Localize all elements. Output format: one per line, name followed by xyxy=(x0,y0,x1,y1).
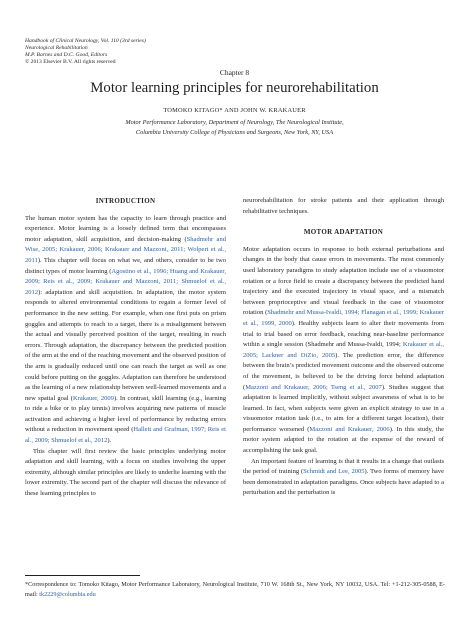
body-text: ). xyxy=(107,437,112,445)
body-text: neurorehabilitation for stroke patients and their application through rehabilitative techniques. xyxy=(243,197,444,215)
citation-link[interactable]: Shadmehr and Mussa-Ivaldi, 1994; Flanagan et al., 1999; Krakauer et al., 1999, 2000 xyxy=(243,309,444,327)
intro-paragraph-2-continued xyxy=(243,196,444,217)
header-line-series: Handbook of Clinical Neurology, Vol. 110 (3rd series) xyxy=(25,38,146,44)
correspondence-footnote xyxy=(25,580,445,600)
adaptation-paragraph-1 xyxy=(243,245,444,457)
citation-link[interactable]: Mazzoni and Krakauer, 2006 xyxy=(309,425,390,433)
body-text: ): adaptation and skill acquisition. In adaptation, the motor system responds to altered environmental conditions to regain a former level of performance in the new setting. For example, when one first puts on prism goggles and attempts to reach to a target, there is a misalignment between the actual and visually perceived position of the target, resulting in reach errors. Through adaptation, the discrepancy between the predicted position of the arm at the end of the reaching movement and the observed position of the arm is gradually reduced until one can reach the target as well as one could before putting on the goggles. Adaptation can therefore be understood as the learning of a new relationship between well-learned movements and a new spatial goal ( xyxy=(25,288,226,402)
body-text: ). Two forms of memory have been demonstrated in adaptation paradigms. Once subjects have adapted to a perturbation and the perturbation is xyxy=(243,468,444,497)
citation-link[interactable]: Schmidt and Lee, 2005 xyxy=(303,468,365,476)
citation-link[interactable]: Shadmehr and Wise, 2005; Krakauer, 2006; Krakauer and Mazzoni, 2011; Wolpert et al., 2011 xyxy=(25,235,227,264)
section-heading-introduction: INTRODUCTION xyxy=(95,197,156,205)
body-text: ). The prediction error, the difference between the brain’s predicted movement outcome and the observed outcome of the movement, is believed to be the driving force behind adaptation ( xyxy=(243,351,445,391)
citation-link[interactable]: Agostino et al., 1996; Huang and Krakauer, 2009; Reis et al., 2009; Krakauer and Mazzoni, 2011; Shmuelof et al., 2012 xyxy=(25,267,226,296)
right-column xyxy=(243,196,444,499)
footnote-email-link[interactable]: tk2229@columbia.edu xyxy=(39,591,96,598)
body-text: An important feature of learning is that it results in a change that outlasts the period of training ( xyxy=(243,457,444,476)
header-line-editors: M.P. Barnes and D.C. Good, Editors xyxy=(25,52,108,58)
footnote-text: *Correspondence to: Tomoko Kitago, Motor Performance Laboratory, Neurological Institute, 710 W. 168th St., New York, NY 10032, USA. Tel: +1-212-305-0588, E-mail: xyxy=(25,581,445,598)
header-line-copyright: © 2013 Elsevier B.V. All rights reserved xyxy=(25,59,116,65)
body-text: This chapter will first review the basic principles underlying motor adaptation and skill learning, with a focus on studies involving the upper extremity, although similar principles are likely to underlie learning with the lower extremity. The second part of the chapter will discuss the relevance of these learning principles to xyxy=(25,447,226,498)
body-text: ). Studies suggest that adaptation is learned implicitly, without subject awareness of what is to be learned. In fact, when subjects were given an explicit strategy to use in a visuomotor rotation task (i.e., to aim for a different target location), their performance worsened ( xyxy=(243,383,445,433)
citation-link[interactable]: Krakauer, 2009 xyxy=(72,394,114,402)
adaptation-paragraph-2 xyxy=(243,457,444,499)
body-text: ). In this study, the motor system adapted to the rotation at the expense of the reward of accomplishing the task goal. xyxy=(243,425,444,455)
affiliation-line-1: Motor Performance Laboratory, Department of Neurology, The Neurological Institute, xyxy=(125,119,344,126)
chapter-label: Chapter 8 xyxy=(219,68,250,77)
authors: TOMOKO KITAGO* AND JOHN W. KRAKAUER xyxy=(163,107,306,114)
chapter-title: Motor learning principles for neurorehabilitation xyxy=(90,80,379,96)
body-text: ). Healthy subjects learn to alter their movements from trial to trial based on error feedback, reaching near-baseline performance within a single session (Shadmehr and Mussa-Ivaldi, 1994; xyxy=(243,319,444,349)
affiliation xyxy=(0,118,469,138)
section-heading-motor-adaptation: MOTOR ADAPTATION xyxy=(303,228,384,237)
body-text: Motor adaptation occurs in response to both external perturbations and changes in the body that cause errors in movements. The most commonly used laboratory paradigms to study adaptation include use of a visuomotor rotation or a force field to create a discrepancy between the predicted hand trajectory and the executed trajectory in visual space, and a mismatch between proprioceptive and visual feedback in the case of visuomotor rotation ( xyxy=(243,245,444,317)
citation-link[interactable]: Hallett and Grafman, 1997; Reis et al., 2009; Shmuelof et al., 2012 xyxy=(25,426,226,445)
intro-paragraph-1 xyxy=(25,214,226,447)
body-text: ). In contrast, skill learning (e.g., learning to ride a bike or to play tennis) involves acquiring new patterns of muscle activation and achieving a higher level of performance by reducing errors without a reduction in movement speed ( xyxy=(25,394,226,434)
intro-paragraph-2 xyxy=(25,447,226,500)
affiliation-line-2: Columbia University College of Physicians and Surgeons, New York, NY, USA xyxy=(135,129,334,136)
footnote-divider xyxy=(25,575,140,576)
citation-link[interactable]: Mazzoni and Krakauer, 2006; Tseng et al., 2007 xyxy=(245,383,382,391)
left-column xyxy=(25,196,226,500)
citation-link[interactable]: Krakauer et al., 2005; Lackner and DiZio, 2005 xyxy=(243,341,444,359)
header-line-volume-title: Neurological Rehabilitation xyxy=(25,45,88,51)
body-text: ). This chapter will focus on what we, and others, consider to be two distinct types of motor learning ( xyxy=(25,256,226,275)
book-header xyxy=(25,38,146,66)
body-text: The human motor system has the capacity to learn through practice and experience. Motor learning is a loosely defined term that encompasses motor adaptation, skill acquisition, and decision-making ( xyxy=(25,214,226,243)
